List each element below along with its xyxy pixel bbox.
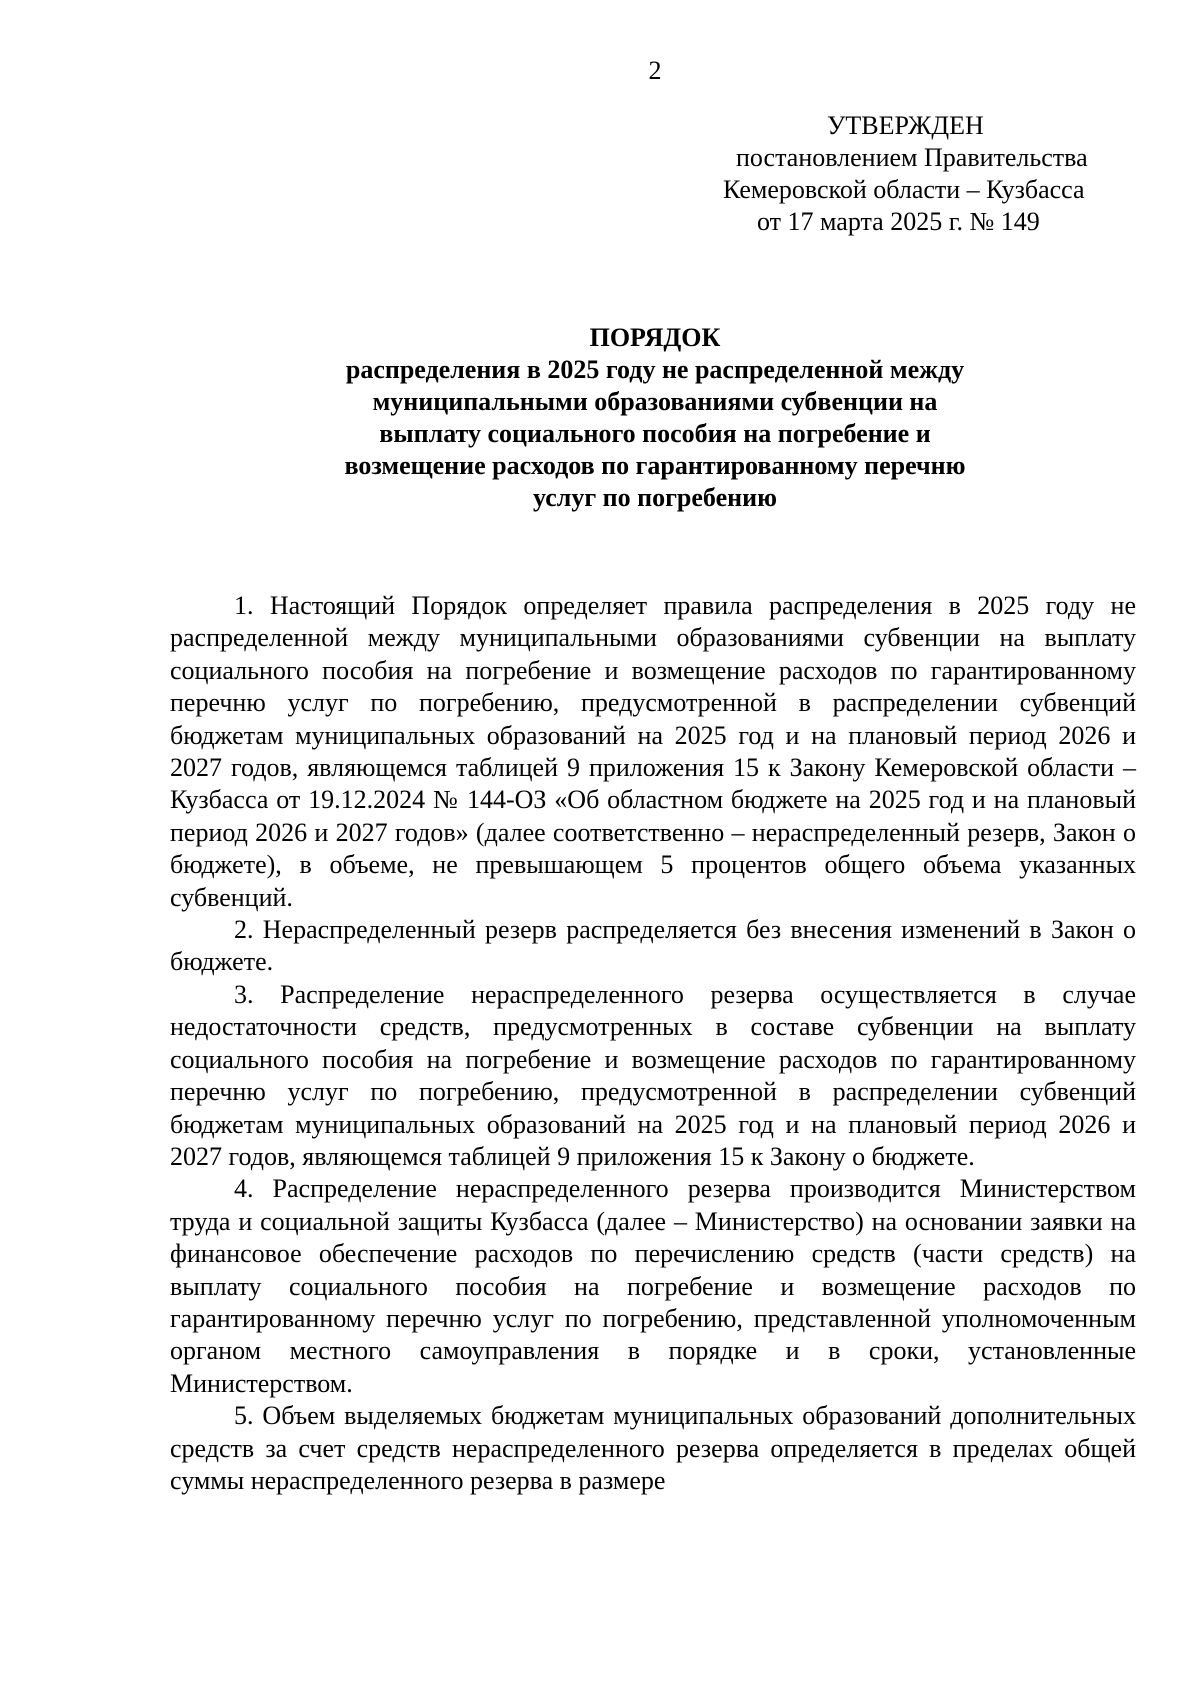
paragraph-5: 5. Объем выделяемых бюджетам муниципальных образований дополнительных средств за счет средств нераспределенного резерва определяется в пределах общей суммы нераспределенного резерва в размере [170,1401,1136,1495]
page-number: 2 [648,56,662,85]
paragraph-4: 4. Распределение нераспределенного резерва производится Министерством труда и социальной защиты Кузбасса (далее – Министерство) на основании заявки на финансовое обеспечение расходов по перечислению средств (части средств) на выплату социального пособия на погребение и возмещение расходов по гарантированному перечню услуг по погребению, представленной уполномоченным органом местного самоуправления в порядке и в сроки, установленные Министерством. [170,1174,1136,1398]
approval-line-4: от 17 марта 2025 г. № 149 [757,207,1040,236]
approval-line-1: УТВЕРЖДЕН [827,111,984,140]
title-line: муниципальными образованиями субвенции на [372,387,938,416]
paragraph-1: 1. Настоящий Порядок определяет правила распределения в 2025 году не распределенной между муниципальными образованиями субвенции на выплату социального пособия на погребение и возмещение расходов по гарантированному перечню услуг по погребению, предусмотренной в распределении субвенций бюджетам муниципальных образований на 2025 год и на плановый период 2026 и 2027 годов, являющемся таблицей 9 приложения 15 к Закону Кемеровской области – Кузбасса от 19.12.2024 № 144-ОЗ «Об областном бюджете на 2025 год и на плановый период 2026 и 2027 годов» (далее соответственно – нераспределенный резерв, Закон о бюджете), в объеме, не превышающем 5 процентов общего объема указанных субвенций. [170,591,1136,912]
paragraph-2: 2. Нераспределенный резерв распределяется без внесения изменений в Закон о бюджете. [170,915,1136,977]
document-title [170,322,1140,514]
approval-line-3: Кемеровской области – Кузбасса [723,175,1085,204]
title-line: возмещение расходов по гарантированному перечню [344,451,966,480]
title-heading: ПОРЯДОК [589,323,721,352]
paragraph-3: 3. Распределение нераспределенного резерва осуществляется в случае недостаточности средств, предусмотренных в составе субвенции на выплату социального пособия на погребение и возмещение расходов по гарантированному перечню услуг по погребению, предусмотренной в распределении субвенций бюджетам муниципальных образований на 2025 год и на плановый период 2026 и 2027 годов, являющемся таблицей 9 приложения 15 к Закону о бюджете. [170,979,1136,1171]
title-line: выплату социального пособия на погребение и [379,419,931,448]
approval-stamp [700,110,1160,238]
document-body [170,590,1136,1497]
title-line: распределения в 2025 году не распределенной между [345,355,965,384]
approval-line-2: постановлением Правительства [736,143,1088,172]
title-line: услуг по погребению [533,483,777,512]
